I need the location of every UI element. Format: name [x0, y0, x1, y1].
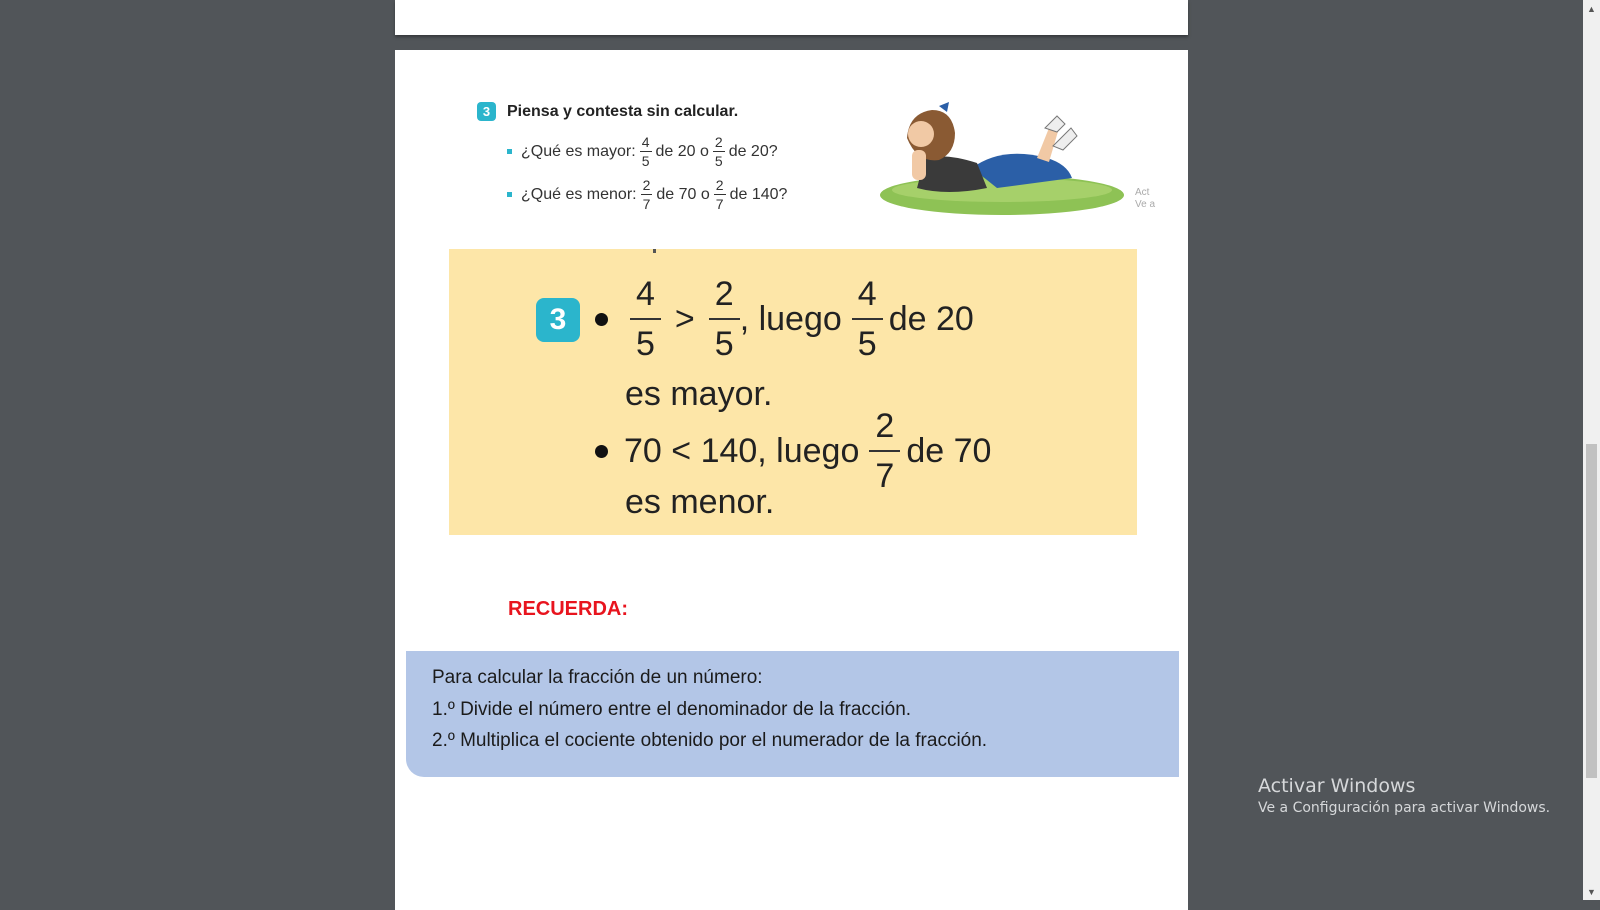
- operator: >: [674, 299, 695, 338]
- fraction: [852, 277, 883, 361]
- denominator: 5: [714, 325, 734, 363]
- fraction: [641, 178, 653, 211]
- question-text: ¿Qué es menor:: [521, 185, 637, 203]
- previous-page: [395, 0, 1188, 35]
- answer-line-3: [595, 409, 991, 493]
- cut-text-1: Act: [1135, 187, 1150, 198]
- answer-text: 70 < 140, luego: [624, 431, 860, 470]
- fraction-bar: [713, 151, 725, 152]
- question-text: de 20 o: [655, 142, 709, 160]
- numerator: 2: [642, 177, 651, 193]
- activate-windows-watermark: [1258, 775, 1550, 816]
- numerator: 4: [641, 134, 650, 150]
- answer-text: de 70: [906, 431, 992, 470]
- fraction: [869, 409, 900, 493]
- numerator: 4: [636, 275, 655, 313]
- bullet-icon: [595, 445, 608, 458]
- denominator: 5: [714, 153, 723, 169]
- fraction: [630, 277, 661, 361]
- question-text: de 20?: [728, 142, 778, 160]
- question-1: [507, 135, 778, 168]
- answer-text: , luego: [739, 299, 842, 338]
- question-text: ¿Qué es mayor:: [521, 142, 636, 160]
- fraction: [640, 135, 652, 168]
- recuerda-line-1: Para calcular la fracción de un número:: [432, 667, 763, 688]
- bullet-icon: [595, 313, 608, 326]
- fraction-bar: [714, 194, 726, 195]
- recuerda-heading: RECUERDA:: [508, 598, 628, 620]
- fraction-bar: [640, 151, 652, 152]
- numerator: 2: [875, 407, 895, 445]
- numerator: 2: [714, 275, 734, 313]
- recuerda-line-2: 1.º Divide el número entre el denominador de la fracción.: [432, 699, 912, 720]
- numerator: 2: [715, 177, 724, 193]
- cut-text-2: Ve a: [1135, 199, 1156, 210]
- numerator: 4: [857, 275, 877, 313]
- denominator: 7: [875, 457, 895, 495]
- fraction: [709, 277, 740, 361]
- scroll-down-icon[interactable]: ▼: [1587, 886, 1596, 897]
- answer-box: [449, 249, 1137, 535]
- recuerda-box: [406, 651, 1179, 777]
- document-page: [395, 50, 1188, 910]
- denominator: 7: [642, 196, 651, 212]
- fraction-bar: [852, 318, 883, 320]
- exercise-header: [477, 102, 738, 121]
- denominator: 5: [641, 153, 650, 169]
- fraction-bar: [709, 318, 740, 320]
- fraction-bar: [869, 450, 900, 452]
- fraction-bar: [641, 194, 653, 195]
- cut-off-text: [1135, 187, 1155, 211]
- exercise-number-badge: 3: [477, 102, 496, 121]
- cut-mark: [653, 249, 656, 253]
- scroll-up-icon[interactable]: ▲: [1587, 3, 1596, 14]
- denominator: 5: [857, 325, 877, 363]
- answer-number-badge: 3: [536, 298, 580, 342]
- question-text: de 140?: [729, 185, 788, 203]
- watermark-title: Activar Windows: [1258, 775, 1416, 797]
- fraction: [714, 178, 726, 211]
- girl-lying-on-grass-icon: [877, 98, 1127, 218]
- denominator: 7: [715, 196, 724, 212]
- scrollbar-thumb[interactable]: [1586, 444, 1597, 778]
- fraction-bar: [630, 318, 661, 320]
- numerator: 2: [714, 134, 723, 150]
- answer-text: de 20: [888, 299, 974, 338]
- answer-line-1: [595, 277, 974, 361]
- vertical-scrollbar[interactable]: [1583, 0, 1600, 900]
- recuerda-line-3: 2.º Multiplica el cociente obtenido por el numerador de la fracción.: [432, 730, 988, 751]
- answer-line-4: es menor.: [625, 483, 775, 521]
- bullet-icon: [507, 149, 512, 154]
- answer-line-2: es mayor.: [625, 375, 773, 413]
- denominator: 5: [636, 325, 655, 363]
- bullet-icon: [507, 192, 512, 197]
- question-text: de 70 o: [656, 185, 710, 203]
- question-2: [507, 178, 787, 211]
- fraction: [713, 135, 725, 168]
- watermark-subtitle: Ve a Configuración para activar Windows.: [1258, 800, 1551, 816]
- exercise-title: Piensa y contesta sin calcular.: [507, 102, 739, 120]
